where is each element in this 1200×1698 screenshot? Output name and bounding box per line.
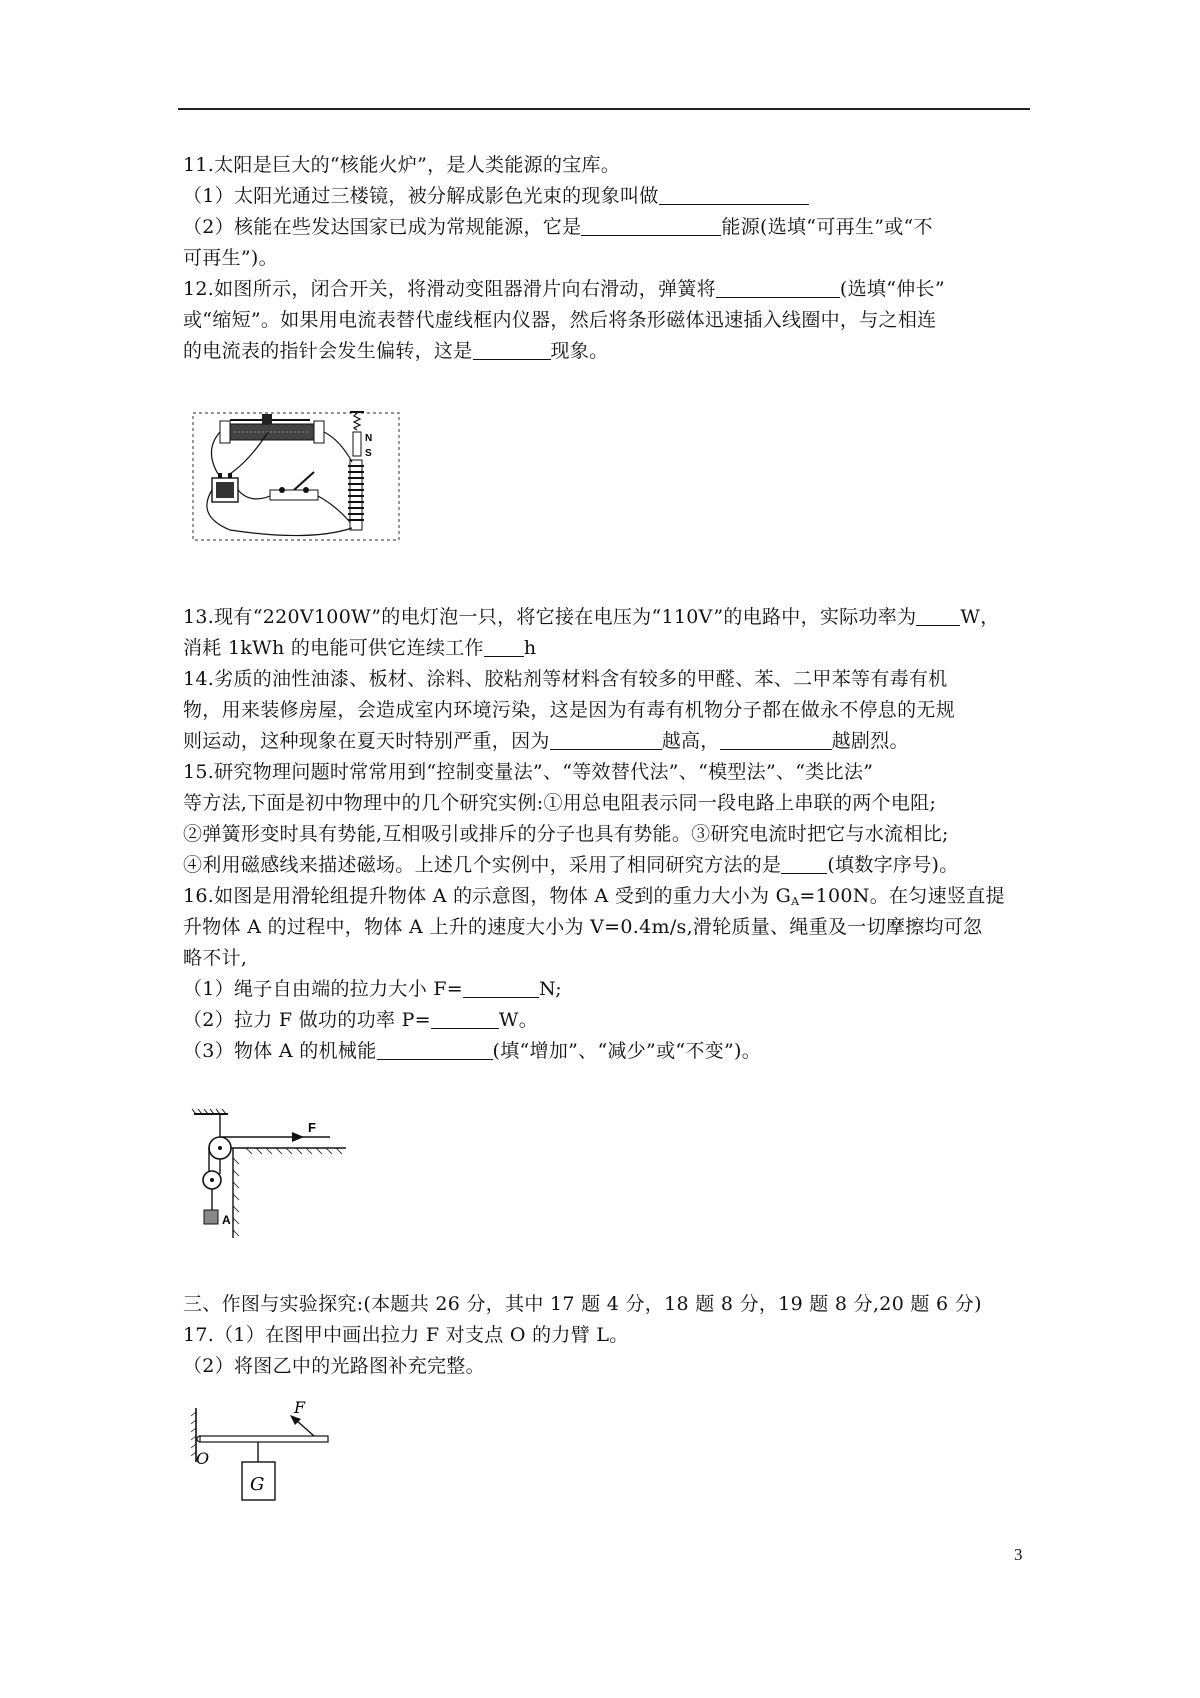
rheostat-icon <box>220 414 324 443</box>
section-3-title: 三、作图与实验探究:(本题共 26 分，其中 17 题 4 分，18 题 8 分，19 题 8 分,20 题 6 分) <box>183 1293 982 1315</box>
object-a-label: A <box>222 1213 231 1227</box>
south-pole-label: S <box>365 448 372 459</box>
q11-part1: （1）太阳光通过三楼镜，被分解成影色光束的现象叫做 <box>183 183 809 209</box>
weight-label: G <box>250 1474 265 1495</box>
answer-blank[interactable] <box>659 184 809 205</box>
q17-part1: 17.（1）在图甲中画出拉力 F 对支点 O 的力臂 L。 <box>183 1324 629 1346</box>
q16-part2: （2）拉力 F 做功的功率 P= W。 <box>183 1009 539 1031</box>
answer-blank[interactable] <box>473 339 551 360</box>
q14-line2: 物，用来装修房屋，会造成室内环境污染，这是因为有毒有机物分子都在做永不停息的无规 <box>183 699 956 721</box>
q16-line3: 略不计, <box>183 947 248 969</box>
north-pole-label: N <box>365 433 373 444</box>
force-label: F <box>294 1400 306 1417</box>
q11-stem: 11.太阳是巨大的“核能火炉”，是人类能源的宝库。 <box>183 154 621 176</box>
coil-icon <box>348 460 364 530</box>
force-label: F <box>308 1120 316 1135</box>
q15-line4: ④利用磁感线来描述磁场。上述几个实例中，采用了相同研究方法的是 (填数字序号)。 <box>183 854 959 876</box>
q16-part1: （1）绳子自由端的拉力大小 F= N; <box>183 978 562 1000</box>
circuit-figure <box>190 410 420 545</box>
q14-line1: 14.劣质的油性油漆、板材、涂料、胶粘剂等材料含有较多的甲醛、苯、二甲苯等有毒有机 <box>183 668 948 690</box>
battery-icon <box>212 473 238 502</box>
pivot-label: O <box>196 1449 210 1468</box>
answer-blank[interactable] <box>550 729 662 750</box>
q12-line2: 或“缩短”。如果用电流表替代虚线框内仪器，然后将条形磁体迅速插入线圈中，与之相连 <box>183 309 937 331</box>
lever-figure <box>190 1400 350 1525</box>
lever-bar-icon <box>200 1436 328 1442</box>
q11-part2-cont: 可再生”)。 <box>183 247 278 269</box>
answer-blank[interactable] <box>781 853 827 874</box>
pulley-figure <box>190 1108 370 1243</box>
q13-line1: 13.现有“220V100W”的电灯泡一只，将它接在电压为“110V”的电路中，实际功率为 W， <box>183 606 1000 628</box>
spring-magnet-icon <box>350 412 372 459</box>
answer-blank[interactable] <box>581 215 721 236</box>
q15-line3: ②弹簧形变时具有势能,互相吸引或排斥的分子也具有势能。③研究电流时把它与水流相比; <box>183 823 949 845</box>
q12-line3: 的电流表的指针会发生偏转，这是 现象。 <box>183 340 609 362</box>
answer-blank[interactable] <box>720 729 832 750</box>
q16-part3: （3）物体 A 的机械能 (填“增加”、“减少”或“不变”)。 <box>183 1040 762 1062</box>
answer-blank[interactable] <box>484 636 524 657</box>
q14-line3: 则运动，这种现象在夏天时特别严重，因为 越高， 越剧烈。 <box>183 730 909 752</box>
answer-blank[interactable] <box>377 1039 493 1060</box>
answer-blank[interactable] <box>716 277 840 298</box>
answer-blank[interactable] <box>431 1008 499 1029</box>
switch-icon <box>270 472 318 500</box>
q16-line1: 16.如图是用滑轮组提升物体 A 的示意图，物体 A 受到的重力大小为 $G_A=100N$。在匀速竖直提 <box>183 885 1005 908</box>
weight-block-icon <box>204 1210 218 1224</box>
q11-part2: （2）核能在些发达国家已成为常规能源，它是 能源(选填“可再生”或“不 <box>183 216 933 238</box>
q17-part2: （2）将图乙中的光路图补充完整。 <box>183 1355 485 1377</box>
q15-line2: 等方法,下面是初中物理中的几个研究实例:①用总电阻表示同一段电路上串联的两个电阻; <box>183 792 937 814</box>
answer-blank[interactable] <box>916 605 960 626</box>
q16-line2: 升物体 A 的过程中，物体 A 上升的速度大小为 V=0.4m/s,滑轮质量、绳重及一切摩擦均可忽 <box>183 916 983 938</box>
q15-line1: 15.研究物理问题时常常用到“控制变量法”、“等效替代法”、“模型法”、“类比法” <box>183 761 874 783</box>
q12-line1: 12.如图所示，闭合开关，将滑动变阻器滑片向右滑动，弹簧将 (选填“伸长” <box>183 278 945 300</box>
page-number: 3 <box>1014 1545 1023 1564</box>
header-rule <box>178 108 1030 110</box>
answer-blank[interactable] <box>463 977 539 998</box>
force-arrow-icon <box>292 1132 304 1142</box>
q13-line2: 消耗 1kWh 的电能可供它连续工作 h <box>183 637 537 659</box>
